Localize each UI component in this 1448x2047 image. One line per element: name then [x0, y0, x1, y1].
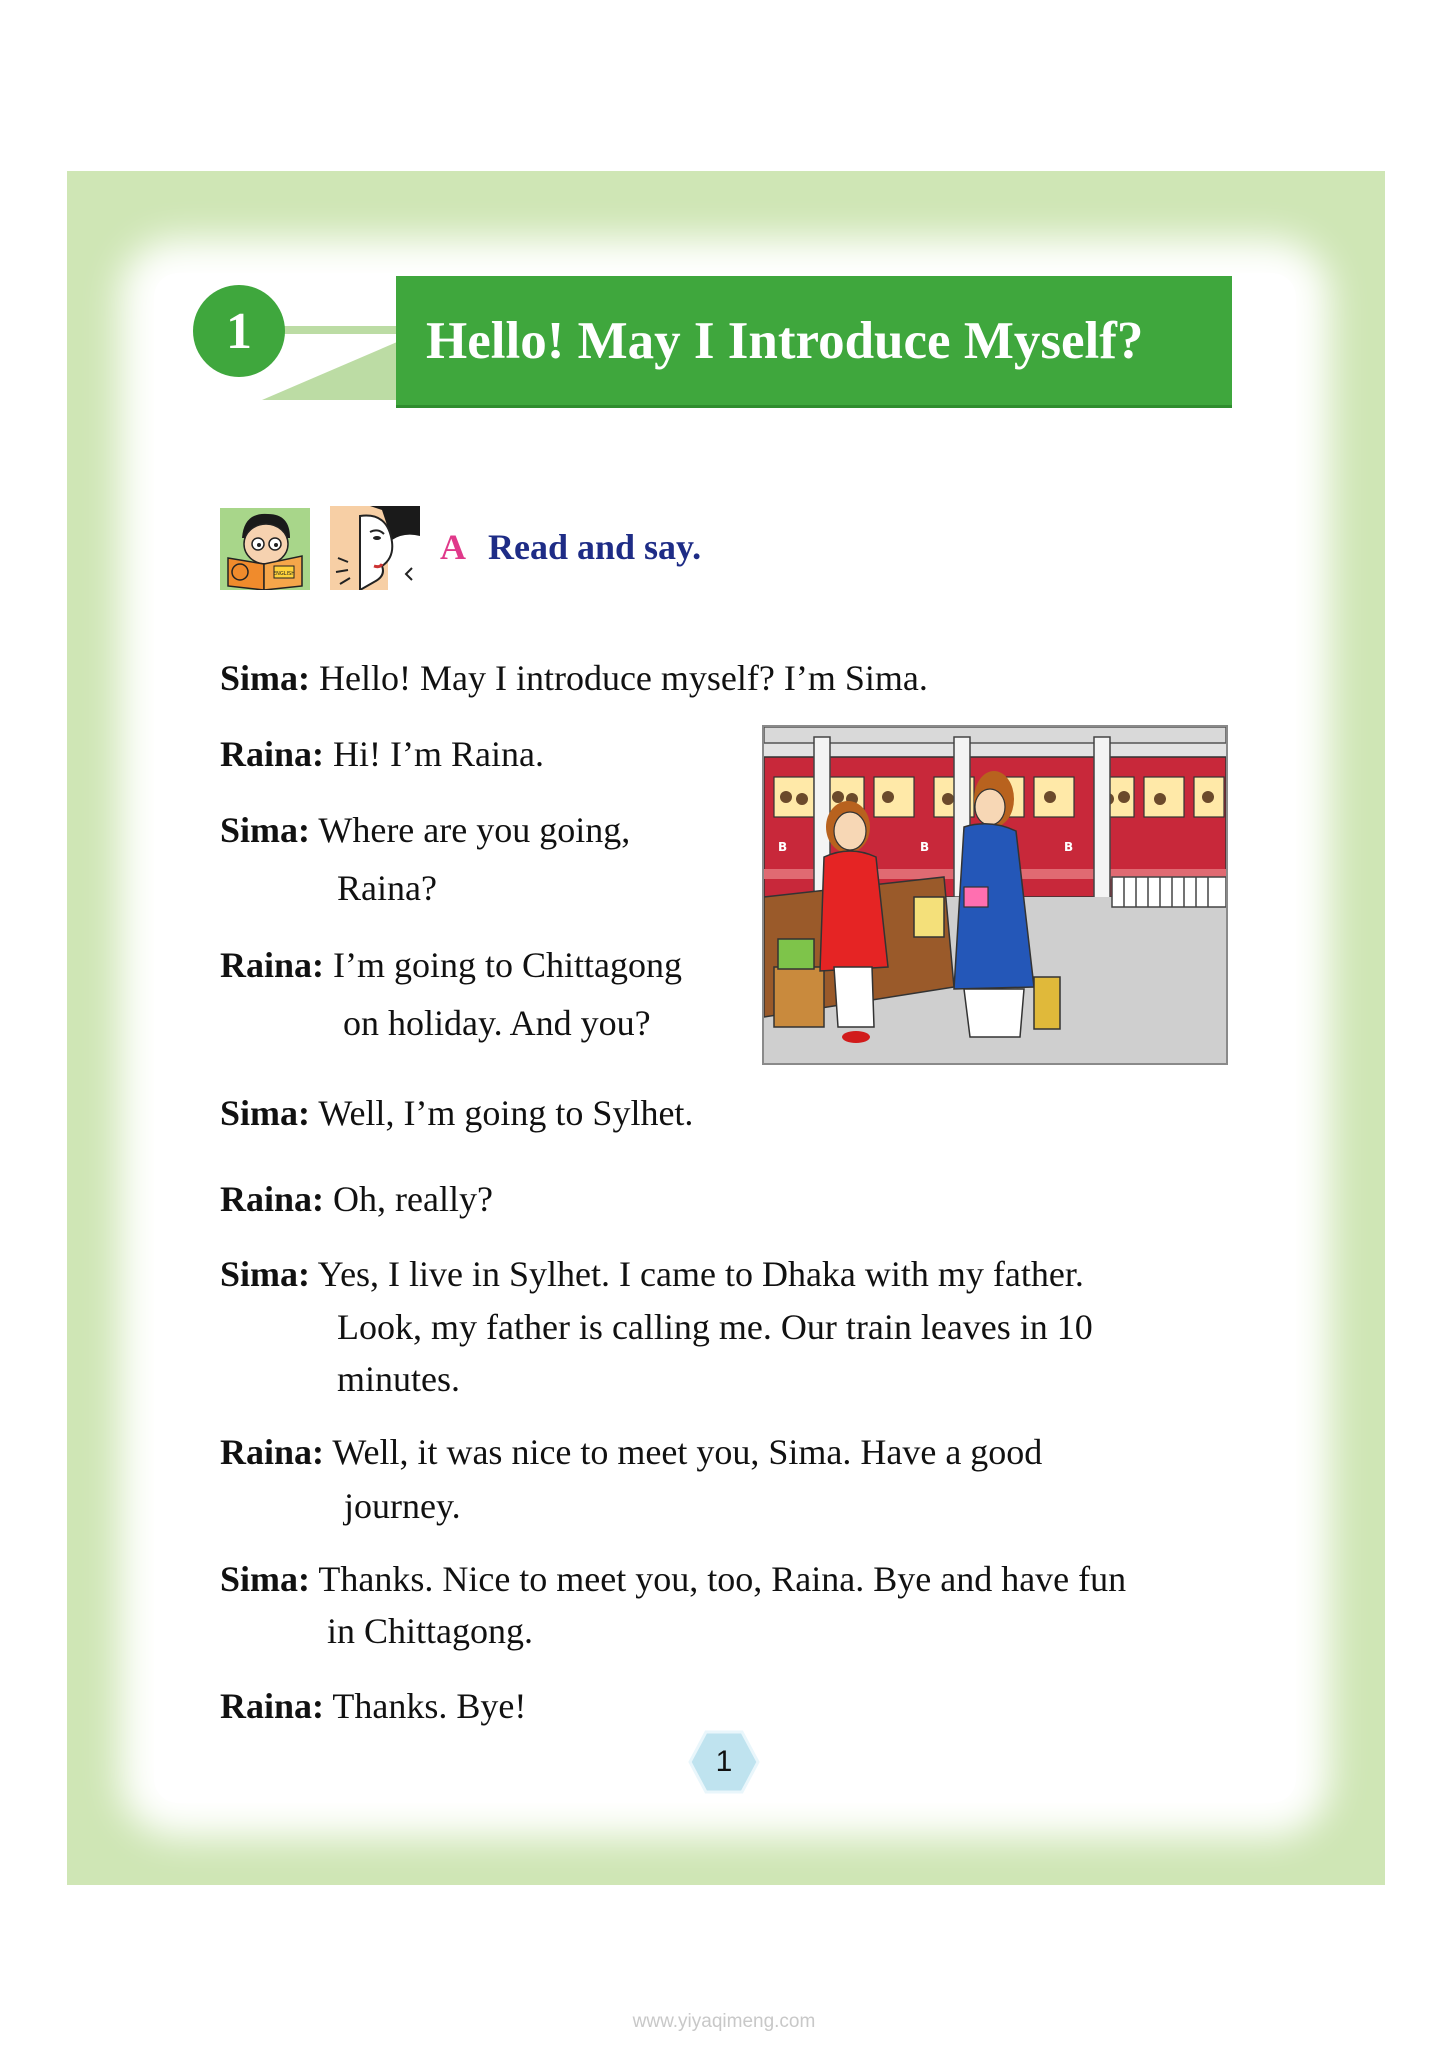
dialogue-continuation: Look, my father is calling me. Our train leaves in 10 [337, 1307, 1093, 1347]
speaker-name: Raina: [220, 734, 325, 774]
dialogue-text: Hello! May I introduce myself? I’m Sima. [319, 658, 928, 698]
dialogue-line [220, 1256, 1084, 1292]
speaker-name: Sima: [220, 810, 310, 850]
dialogue-continuation: minutes. [337, 1359, 460, 1399]
dialogue-line [220, 736, 544, 772]
boy-reading-book-icon [220, 508, 310, 590]
section-heading [440, 526, 701, 568]
dialogue-text: Thanks. Nice to meet you, too, Raina. Bye and have fun [318, 1559, 1127, 1599]
speaker-name: Sima: [220, 658, 310, 698]
speaker-name: Raina: [220, 1686, 325, 1726]
dialogue-line [220, 947, 682, 983]
dialogue-line [220, 1561, 1126, 1597]
dialogue-continuation: in Chittagong. [327, 1611, 533, 1651]
section-letter: A [440, 527, 466, 567]
lesson-number: 1 [193, 285, 285, 377]
dialogue-line [220, 660, 928, 696]
dialogue-continuation: Raina? [337, 868, 437, 908]
speaking-face-icon [330, 506, 420, 590]
dialogue-line [220, 812, 630, 848]
footer-url: www.yiyaqimeng.com [632, 2011, 816, 2032]
train-station-illustration [762, 725, 1228, 1065]
speaker-name: Raina: [220, 1432, 325, 1472]
dialogue-continuation: on holiday. And you? [343, 1003, 651, 1043]
speaker-name: Sima: [220, 1093, 310, 1133]
book-cover-text: ENGLISH [273, 571, 295, 577]
coach-mark: B [920, 840, 930, 854]
section-title: Read and say. [488, 527, 702, 567]
dialogue-line [220, 1434, 1042, 1470]
dialogue-text: Hi! I’m Raina. [333, 734, 544, 774]
lesson-title-bar [396, 276, 1232, 405]
speaker-name: Sima: [220, 1559, 310, 1599]
dialogue-text: Well, it was nice to meet you, Sima. Have a good [332, 1432, 1043, 1472]
dialogue-text: Where are you going, [318, 810, 631, 850]
dialogue-text: Yes, I live in Sylhet. I came to Dhaka with my father. [317, 1254, 1084, 1294]
speaker-name: Raina: [220, 1179, 325, 1219]
dialogue-line [220, 1095, 693, 1131]
lesson-title: Hello! May I Introduce Myself? [426, 311, 1144, 370]
dialogue-text: Well, I’m going to Sylhet. [318, 1093, 694, 1133]
coach-mark: B [778, 840, 788, 854]
dialogue-text: I’m going to Chittagong [333, 945, 682, 985]
speaker-name: Raina: [220, 945, 325, 985]
dialogue-line [220, 1688, 526, 1724]
dialogue-continuation: journey. [344, 1486, 461, 1526]
coach-mark: B [1064, 840, 1074, 854]
dialogue-text: Thanks. Bye! [332, 1686, 527, 1726]
page-number: 1 [715, 1745, 733, 1778]
dialogue-text: Oh, really? [333, 1179, 493, 1219]
dialogue-line [220, 1181, 493, 1217]
speaker-name: Sima: [220, 1254, 310, 1294]
